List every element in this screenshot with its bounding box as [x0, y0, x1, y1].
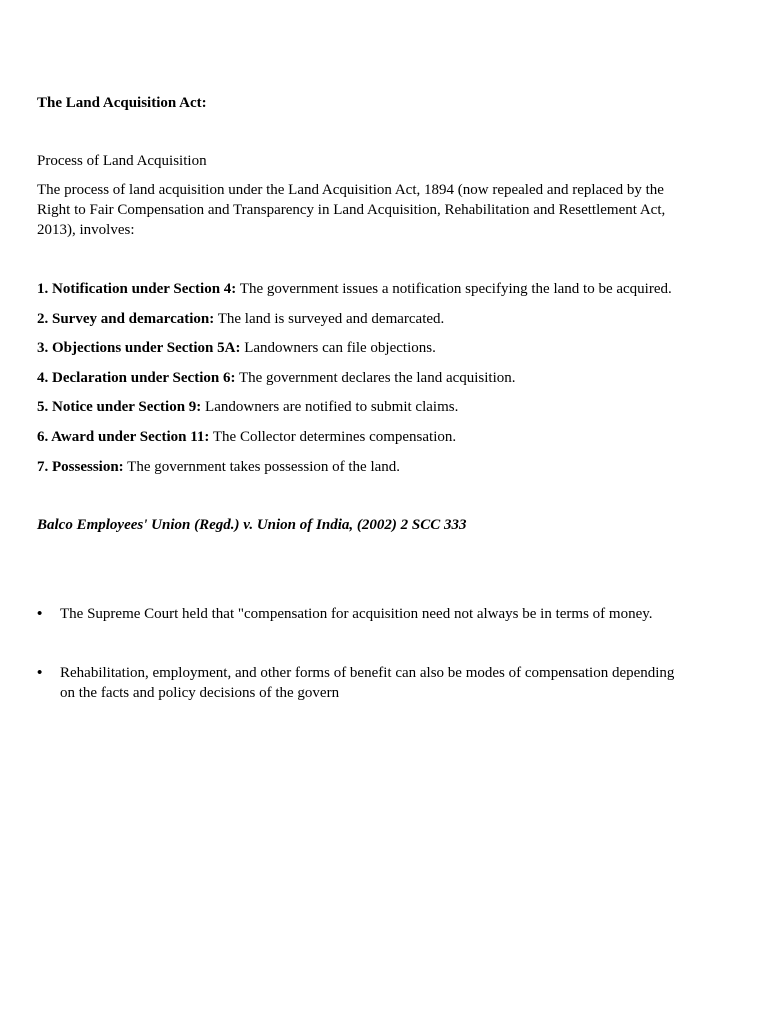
step-label: 4. Declaration under Section 6: [37, 370, 236, 386]
process-step [37, 368, 516, 388]
step-text: The government declares the land acquisition. [235, 370, 516, 386]
step-text: The government issues a notification specifying the land to be acquired. [236, 281, 672, 297]
process-step [37, 338, 436, 358]
bullet-icon: • [37, 665, 43, 681]
bullet-text: Rehabilitation, employment, and other forms of benefit can also be modes of compensation depending on the facts and policy decisions of the govern [60, 665, 675, 701]
process-step [37, 309, 444, 329]
bullet-text: The Supreme Court held that "compensation for acquisition need not always be in terms of money. [60, 606, 653, 622]
step-label: 3. Objections under Section 5A: [37, 340, 241, 356]
step-label: 7. Possession: [37, 459, 124, 475]
step-label: 6. Award under Section 11: [37, 429, 210, 445]
case-citation: Balco Employees' Union (Regd.) v. Union of India, (2002) 2 SCC 333 [37, 517, 467, 533]
process-step [37, 397, 458, 417]
process-step [37, 279, 672, 299]
step-text: Landowners can file objections. [240, 340, 436, 356]
step-text: The land is surveyed and demarcated. [214, 311, 445, 327]
process-step [37, 457, 400, 477]
intro-paragraph: The process of land acquisition under the Land Acquisition Act, 1894 (now repealed and replaced by the Right to Fair Compensation and Transparency in Land Acquisition, Rehabilitation and Resettlement Act, 2013), involves: [37, 182, 666, 238]
step-label: 5. Notice under Section 9: [37, 399, 202, 415]
section-subheading: Process of Land Acquisition [37, 153, 207, 169]
step-text: Landowners are notified to submit claims. [201, 399, 459, 415]
document-heading: The Land Acquisition Act: [37, 95, 207, 111]
step-text: The Collector determines compensation. [209, 429, 457, 445]
step-text: The government takes possession of the land. [123, 459, 401, 475]
step-label: 2. Survey and demarcation: [37, 311, 215, 327]
process-step [37, 427, 456, 447]
bullet-icon: • [37, 606, 43, 622]
step-label: 1. Notification under Section 4: [37, 281, 237, 297]
